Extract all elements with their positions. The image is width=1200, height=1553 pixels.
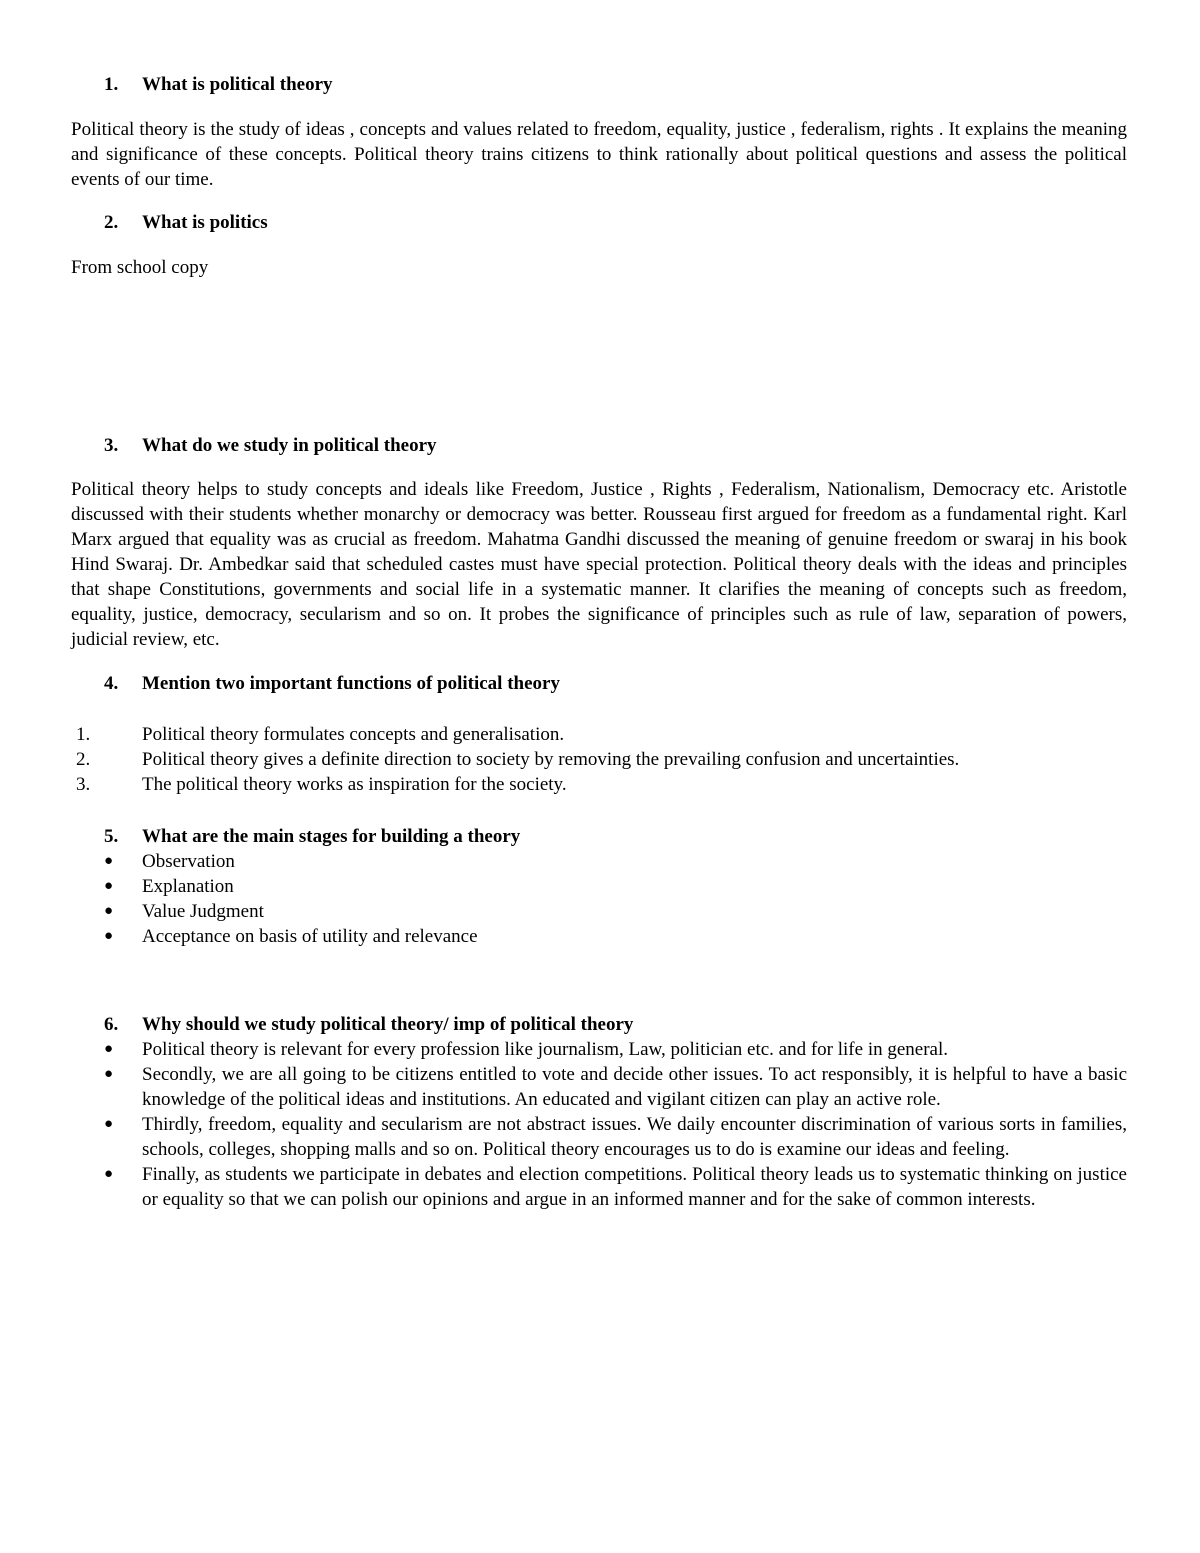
section-1-heading bbox=[104, 72, 333, 97]
bullet-icon: ● bbox=[104, 1116, 114, 1132]
list-item-text: Observation bbox=[142, 851, 235, 872]
list-number: 1. bbox=[76, 724, 91, 745]
section-number: 3. bbox=[104, 435, 119, 456]
stages-list bbox=[0, 849, 1200, 949]
functions-list bbox=[0, 722, 1200, 797]
section-number: 5. bbox=[104, 826, 119, 847]
list-item-text: Explanation bbox=[142, 876, 234, 897]
importance-list bbox=[0, 1037, 1200, 1212]
section-title: What is political theory bbox=[142, 74, 333, 95]
list-item-text: Value Judgment bbox=[142, 901, 264, 922]
list-item bbox=[0, 1162, 1127, 1212]
section-1-body: Political theory is the study of ideas , concepts and values related to freedom, equality, justice , federalism, rights . It explains the meaning and significance of these concepts. Political theory trains citizens to think rationally about political questions and assess the political events of our time. bbox=[71, 119, 1127, 190]
section-3-heading bbox=[104, 433, 437, 458]
list-item-text: Political theory formulates concepts and generalisation. bbox=[142, 724, 565, 745]
list-item bbox=[0, 924, 1127, 949]
list-number: 3. bbox=[76, 774, 91, 795]
list-item-text: Secondly, we are all going to be citizens entitled to vote and decide other issues. To act responsibly, it is helpful to have a basic knowledge of the political ideas and institutions. An educated and vigilant citizen can play an active role. bbox=[142, 1064, 1127, 1110]
list-item bbox=[0, 747, 1127, 772]
section-6-heading bbox=[104, 1012, 633, 1037]
section-number: 1. bbox=[104, 74, 119, 95]
section-title: Mention two important functions of political theory bbox=[142, 673, 560, 694]
bullet-icon: ● bbox=[104, 903, 114, 919]
bullet-icon: ● bbox=[104, 1041, 114, 1057]
list-item-text: Finally, as students we participate in debates and election competitions. Political theory leads us to systematic thinking on justice or equality so that we can polish our opinions and argue in an informed manner and for the sake of common interests. bbox=[142, 1164, 1127, 1210]
section-2-heading bbox=[104, 210, 268, 235]
section-title: What is politics bbox=[142, 212, 268, 233]
section-5-heading bbox=[104, 824, 520, 849]
section-3-body: Political theory helps to study concepts and ideals like Freedom, Justice , Rights , Federalism, Nationalism, Democracy etc. Aristotle discussed with their students whether monarchy or democracy was better. Rousseau first argued for freedom as a fundamental right. Karl Marx argued that equality was as crucial as freedom. Mahatma Gandhi discussed the meaning of genuine freedom or swaraj in his book Hind Swaraj. Dr. Ambedkar said that scheduled castes must have special protection. Political theory deals with the ideas and principles that shape Constitutions, governments and social life in a systematic manner. It clarifies the meaning of concepts such as freedom, equality, justice, democracy, secularism and so on. It probes the significance of principles such as rule of law, separation of powers, judicial review, etc. bbox=[71, 479, 1127, 650]
section-2-body: From school copy bbox=[71, 257, 209, 278]
list-item-text: Thirdly, freedom, equality and secularism are not abstract issues. We daily encounter discrimination of various sorts in families, schools, colleges, shopping malls and so on. Political theory encourages us to do is examine our ideas and feeling. bbox=[142, 1114, 1127, 1160]
list-item-text: The political theory works as inspiration for the society. bbox=[142, 774, 567, 795]
list-number: 2. bbox=[76, 749, 91, 770]
list-item bbox=[0, 1112, 1127, 1162]
list-item bbox=[0, 772, 1127, 797]
section-number: 6. bbox=[104, 1014, 119, 1035]
section-4-heading bbox=[104, 671, 560, 696]
list-item-text: Political theory is relevant for every profession like journalism, Law, politician etc. and for life in general. bbox=[142, 1039, 949, 1060]
list-item-text: Acceptance on basis of utility and relevance bbox=[142, 926, 478, 947]
list-item bbox=[0, 1037, 1127, 1062]
section-number: 4. bbox=[104, 673, 119, 694]
bullet-icon: ● bbox=[104, 928, 114, 944]
bullet-icon: ● bbox=[104, 878, 114, 894]
bullet-icon: ● bbox=[104, 1066, 114, 1082]
list-item bbox=[0, 899, 1127, 924]
list-item bbox=[0, 849, 1127, 874]
list-item bbox=[0, 1062, 1127, 1112]
section-title: Why should we study political theory/ imp of political theory bbox=[142, 1014, 634, 1035]
section-number: 2. bbox=[104, 212, 119, 233]
section-title: What do we study in political theory bbox=[142, 435, 437, 456]
bullet-icon: ● bbox=[104, 1166, 114, 1182]
list-item bbox=[0, 874, 1127, 899]
section-title: What are the main stages for building a theory bbox=[142, 826, 521, 847]
list-item bbox=[0, 722, 1127, 747]
bullet-icon: ● bbox=[104, 853, 114, 869]
list-item-text: Political theory gives a definite direction to society by removing the prevailing confusion and uncertainties. bbox=[142, 749, 960, 770]
